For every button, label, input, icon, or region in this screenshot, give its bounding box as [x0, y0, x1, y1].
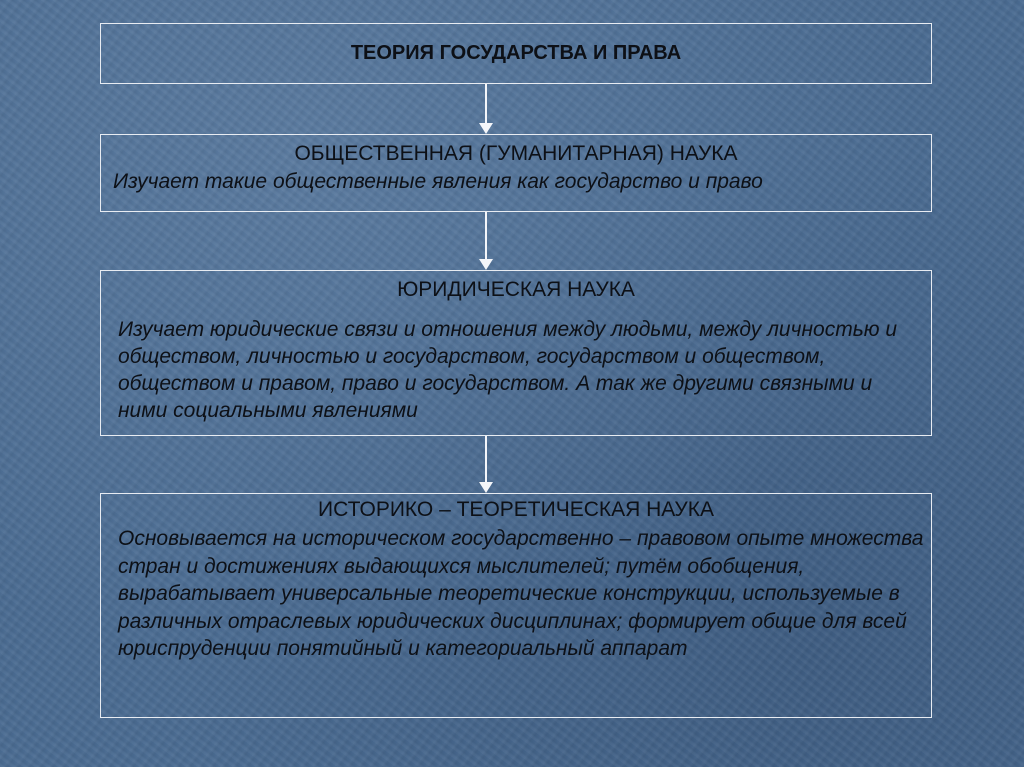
box-description: Изучает такие общественные явления как государство и право: [113, 170, 763, 193]
box-title: ИСТОРИКО – ТЕОРЕТИЧЕСКАЯ НАУКА: [318, 498, 714, 521]
arrow-down-icon: [479, 84, 493, 134]
box-legal-science: [100, 270, 932, 436]
box-theory-of-state-and-law: [100, 23, 932, 84]
box-description: Изучает юридические связи и отношения между людьми, между личностью и обществом, личностью и государством, государством и обществом, обществом и правом, право и государством. А так же другими связными и ними социальными явлениями: [118, 318, 898, 422]
box-historical-theoretical-science: [100, 493, 932, 718]
box-title: ТЕОРИЯ ГОСУДАРСТВА И ПРАВА: [350, 42, 682, 64]
box-title: ОБЩЕСТВЕННАЯ (ГУМАНИТАРНАЯ) НАУКА: [294, 142, 738, 165]
box-social-science: [100, 134, 932, 212]
box-description: Основывается на историческом государственно – правовом опыте множества стран и достижениях выдающихся мыслителей; путём обобщения, вырабатывает универсальные теоретические конструкции, используемые в различных отраслевых юридических дисциплинах; формирует общие для всей юриспруденции понятийный и категориальный аппарат: [118, 527, 924, 660]
box-title: ЮРИДИЧЕСКАЯ НАУКА: [397, 278, 635, 301]
arrow-down-icon: [479, 212, 493, 270]
arrow-down-icon: [479, 436, 493, 493]
